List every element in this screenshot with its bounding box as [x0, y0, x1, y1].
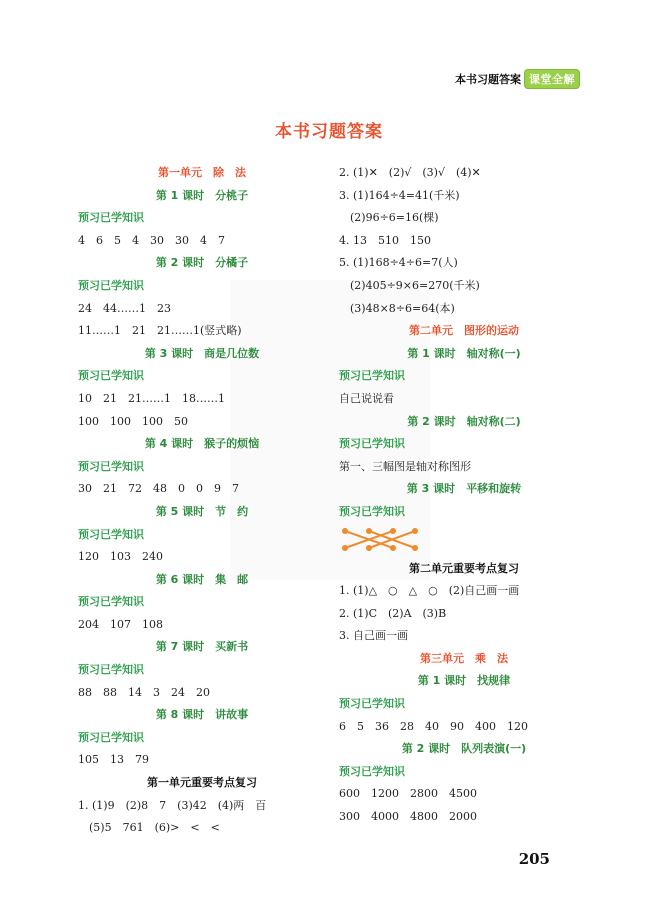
answer-line: (2)405÷9×6=270(千米) — [339, 278, 480, 292]
answer-line: 30 21 72 48 0 0 9 7 — [78, 482, 239, 496]
cross-lines-diagram — [339, 524, 419, 554]
answer-line: 600 1200 2800 4500 — [339, 787, 477, 801]
lesson-heading: 第 1 课时 分桃子 — [155, 188, 249, 202]
unit-heading: 第二单元 图形的运动 — [409, 324, 519, 338]
connector-dot — [342, 528, 348, 534]
preview-label: 预习已学知识 — [339, 697, 405, 711]
answer-line: 120 103 240 — [78, 550, 163, 564]
diagram-row — [339, 524, 589, 558]
answer-line: 6 5 36 28 40 90 400 120 — [339, 719, 528, 733]
answer-line: 4 6 5 4 30 30 4 7 — [78, 233, 225, 247]
page-title: 本书习题答案 — [275, 122, 383, 142]
lesson-heading: 第 4 课时 猴子的烦恼 — [144, 437, 260, 451]
preview-label: 预习已学知识 — [78, 211, 144, 225]
page-header — [455, 69, 580, 89]
answer-line: 24 44……1 23 — [78, 301, 171, 315]
lesson-heading: 第 6 课时 集 邮 — [155, 572, 249, 586]
answer-line: (5)5 761 (6)> < < — [78, 821, 220, 835]
preview-label: 预习已学知识 — [78, 595, 144, 609]
lesson-heading: 第 1 课时 轴对称(一) — [407, 346, 521, 360]
lesson-heading: 第 8 课时 讲故事 — [155, 708, 249, 722]
answer-line: 300 4000 4800 2000 — [339, 810, 477, 824]
lesson-heading: 第 3 课时 商是几位数 — [144, 346, 260, 360]
lesson-heading: 第 2 课时 分橘子 — [155, 256, 249, 270]
connector-dot — [390, 528, 396, 534]
header-badge: 课堂全解 — [524, 69, 580, 89]
answer-line: (2)96÷6=16(棵) — [339, 211, 439, 225]
connector-dot — [412, 528, 418, 534]
answer-line: 11……1 21 21……1(竖式略) — [78, 324, 242, 338]
connector-dot — [366, 528, 372, 534]
answer-line: 10 21 21……1 18……1 — [78, 391, 225, 405]
answer-line: 204 107 108 — [78, 617, 163, 631]
answer-line: 2. (1)✕ (2)√ (3)√ (4)✕ — [339, 166, 481, 179]
left-column — [78, 162, 326, 840]
right-column — [339, 162, 589, 829]
page-number: 205 — [518, 850, 550, 868]
answer-line: 1. (1)9 (2)8 7 (3)42 (4)两 百 — [78, 798, 267, 812]
answer-line: 4. 13 510 150 — [339, 233, 431, 247]
unit-heading: 第一单元 除 法 — [158, 166, 246, 179]
preview-label: 预习已学知识 — [78, 278, 144, 292]
preview-label: 预习已学知识 — [78, 527, 144, 541]
answer-line: 2. (1)C (2)A (3)B — [339, 606, 447, 620]
review-heading: 第一单元重要考点复习 — [147, 776, 257, 790]
preview-label: 预习已学知识 — [78, 663, 144, 677]
answer-line: 105 13 79 — [78, 753, 149, 767]
answer-line: 3. (1)164÷4=41(千米) — [339, 188, 460, 202]
lesson-heading: 第 3 课时 平移和旋转 — [406, 482, 522, 496]
lesson-heading: 第 2 课时 队列表演(一) — [401, 742, 527, 756]
answer-line: (3)48×8÷6=64(本) — [339, 301, 455, 315]
answer-line: 第一、三幅图是轴对称图形 — [339, 459, 471, 473]
connector-dot — [390, 545, 396, 551]
answer-line: 1. (1)△ ○ △ ○ (2)自己画一画 — [339, 584, 520, 598]
preview-label: 预习已学知识 — [339, 764, 405, 778]
connector-dot — [412, 545, 418, 551]
unit-heading: 第三单元 乘 法 — [420, 651, 508, 665]
preview-label: 预习已学知识 — [78, 459, 144, 473]
answer-line: 100 100 100 50 — [78, 414, 188, 428]
answer-line: 5. (1)168÷4÷6=7(人) — [339, 256, 458, 270]
lesson-heading: 第 2 课时 轴对称(二) — [407, 414, 521, 428]
preview-label: 预习已学知识 — [339, 369, 405, 383]
answer-line: 自己说说看 — [339, 391, 394, 405]
lesson-heading: 第 5 课时 节 约 — [155, 504, 249, 518]
connector-dot — [342, 545, 348, 551]
preview-label: 预习已学知识 — [78, 369, 144, 383]
header-text: 本书习题答案 — [455, 73, 521, 86]
preview-label: 预习已学知识 — [339, 437, 405, 451]
preview-label: 预习已学知识 — [78, 730, 144, 744]
answer-line: 88 88 14 3 24 20 — [78, 685, 210, 699]
review-heading: 第二单元重要考点复习 — [409, 561, 519, 575]
connector-dot — [366, 545, 372, 551]
preview-label: 预习已学知识 — [339, 504, 405, 518]
answer-line: 3. 自己画一画 — [339, 629, 408, 643]
lesson-heading: 第 7 课时 买新书 — [155, 640, 249, 654]
lesson-heading: 第 1 课时 找规律 — [417, 674, 511, 688]
